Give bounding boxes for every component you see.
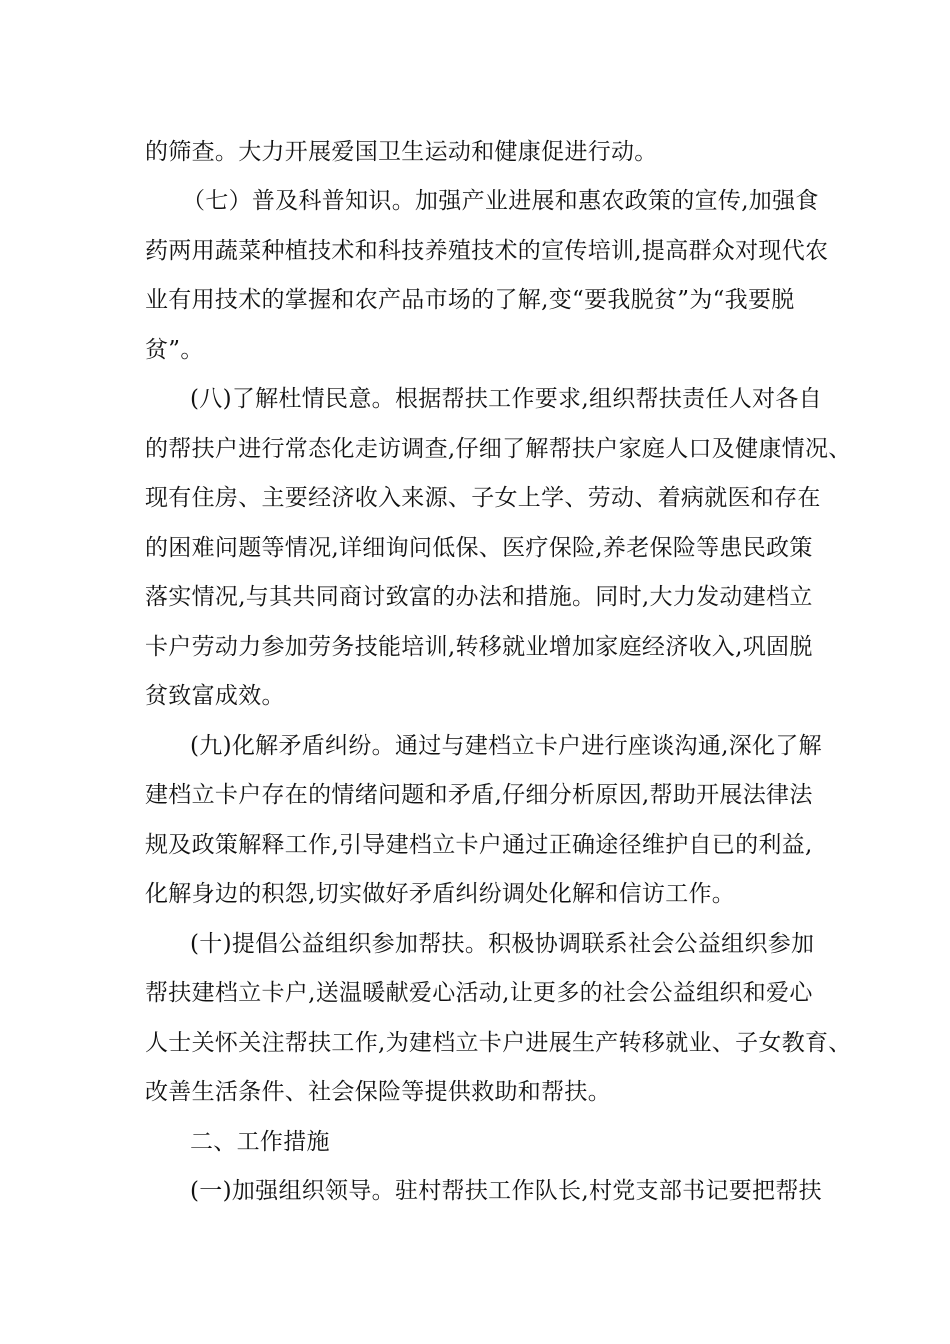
section-heading-line: (一)加强组织领导。驻村帮扶工作队长,村党支部书记要把帮扶 (190, 1178, 822, 1204)
text-line: 的筛查。大力开展爱国卫生运动和健康促进行动。 (145, 139, 658, 165)
text-line: 的帮扶户进行常态化走访调查,仔细了解帮扶户家庭人口及健康情况、 (145, 436, 852, 462)
text-line: 规及政策解释工作,引导建档立卡户通过正确途径维护自已的利益, (145, 832, 813, 858)
text-line: 化解身边的积怨,切实做好矛盾纠纷调处化解和信访工作。 (145, 881, 736, 907)
section-heading-line: (九)化解矛盾纠纷。通过与建档立卡户进行座谈沟通,深化了解 (190, 733, 822, 759)
text-line: 改善生活条件、社会保险等提供救助和帮扶。 (145, 1079, 611, 1105)
text-line: 帮扶建档立卡户,送温暖献爱心活动,让更多的社会公益组织和爱心 (145, 980, 813, 1006)
section-heading-line: (八)了解杜情民意。根据帮扶工作要求,组织帮扶责任人对各自 (190, 386, 822, 412)
text-line: 落实情况,与其共同商讨致富的办法和措施。同时,大力发动建档立 (145, 584, 813, 610)
text-line: 建档立卡户存在的情绪问题和矛盾,仔细分析原因,帮助开展法律法 (145, 782, 813, 808)
text-line: 贫”。 (145, 337, 204, 363)
text-line: 贫致富成效。 (145, 683, 285, 709)
section-heading-line: (十)提倡公益组织参加帮扶。积极协调联系社会公益组织参加 (190, 931, 815, 957)
text-line: 现有住房、主要经济收入来源、子女上学、劳动、着病就医和存在 (145, 485, 821, 511)
section-heading-line: （七）普及科普知识。加强产业进展和惠农政策的宣传,加强食 (182, 188, 819, 214)
text-line: 药两用蔬菜种植技术和科技养殖技术的宣传培训,提高群众对现代农 (145, 238, 829, 264)
text-line: 卡户劳动力参加劳务技能培训,转移就业增加家庭经济收入,巩固脱 (145, 634, 813, 660)
text-line: 人士关怀关注帮扶工作,为建档立卡户进展生产转移就业、子女教育、 (145, 1030, 852, 1056)
chapter-heading: 二、工作措施 (190, 1129, 330, 1155)
text-line: 的困难问题等情况,详细询问低保、医疗保险,养老保险等患民政策 (145, 535, 813, 561)
text-line: 业有用技术的掌握和农产品市场的了解,变“要我脱贫”为“我要脱 (145, 287, 795, 313)
